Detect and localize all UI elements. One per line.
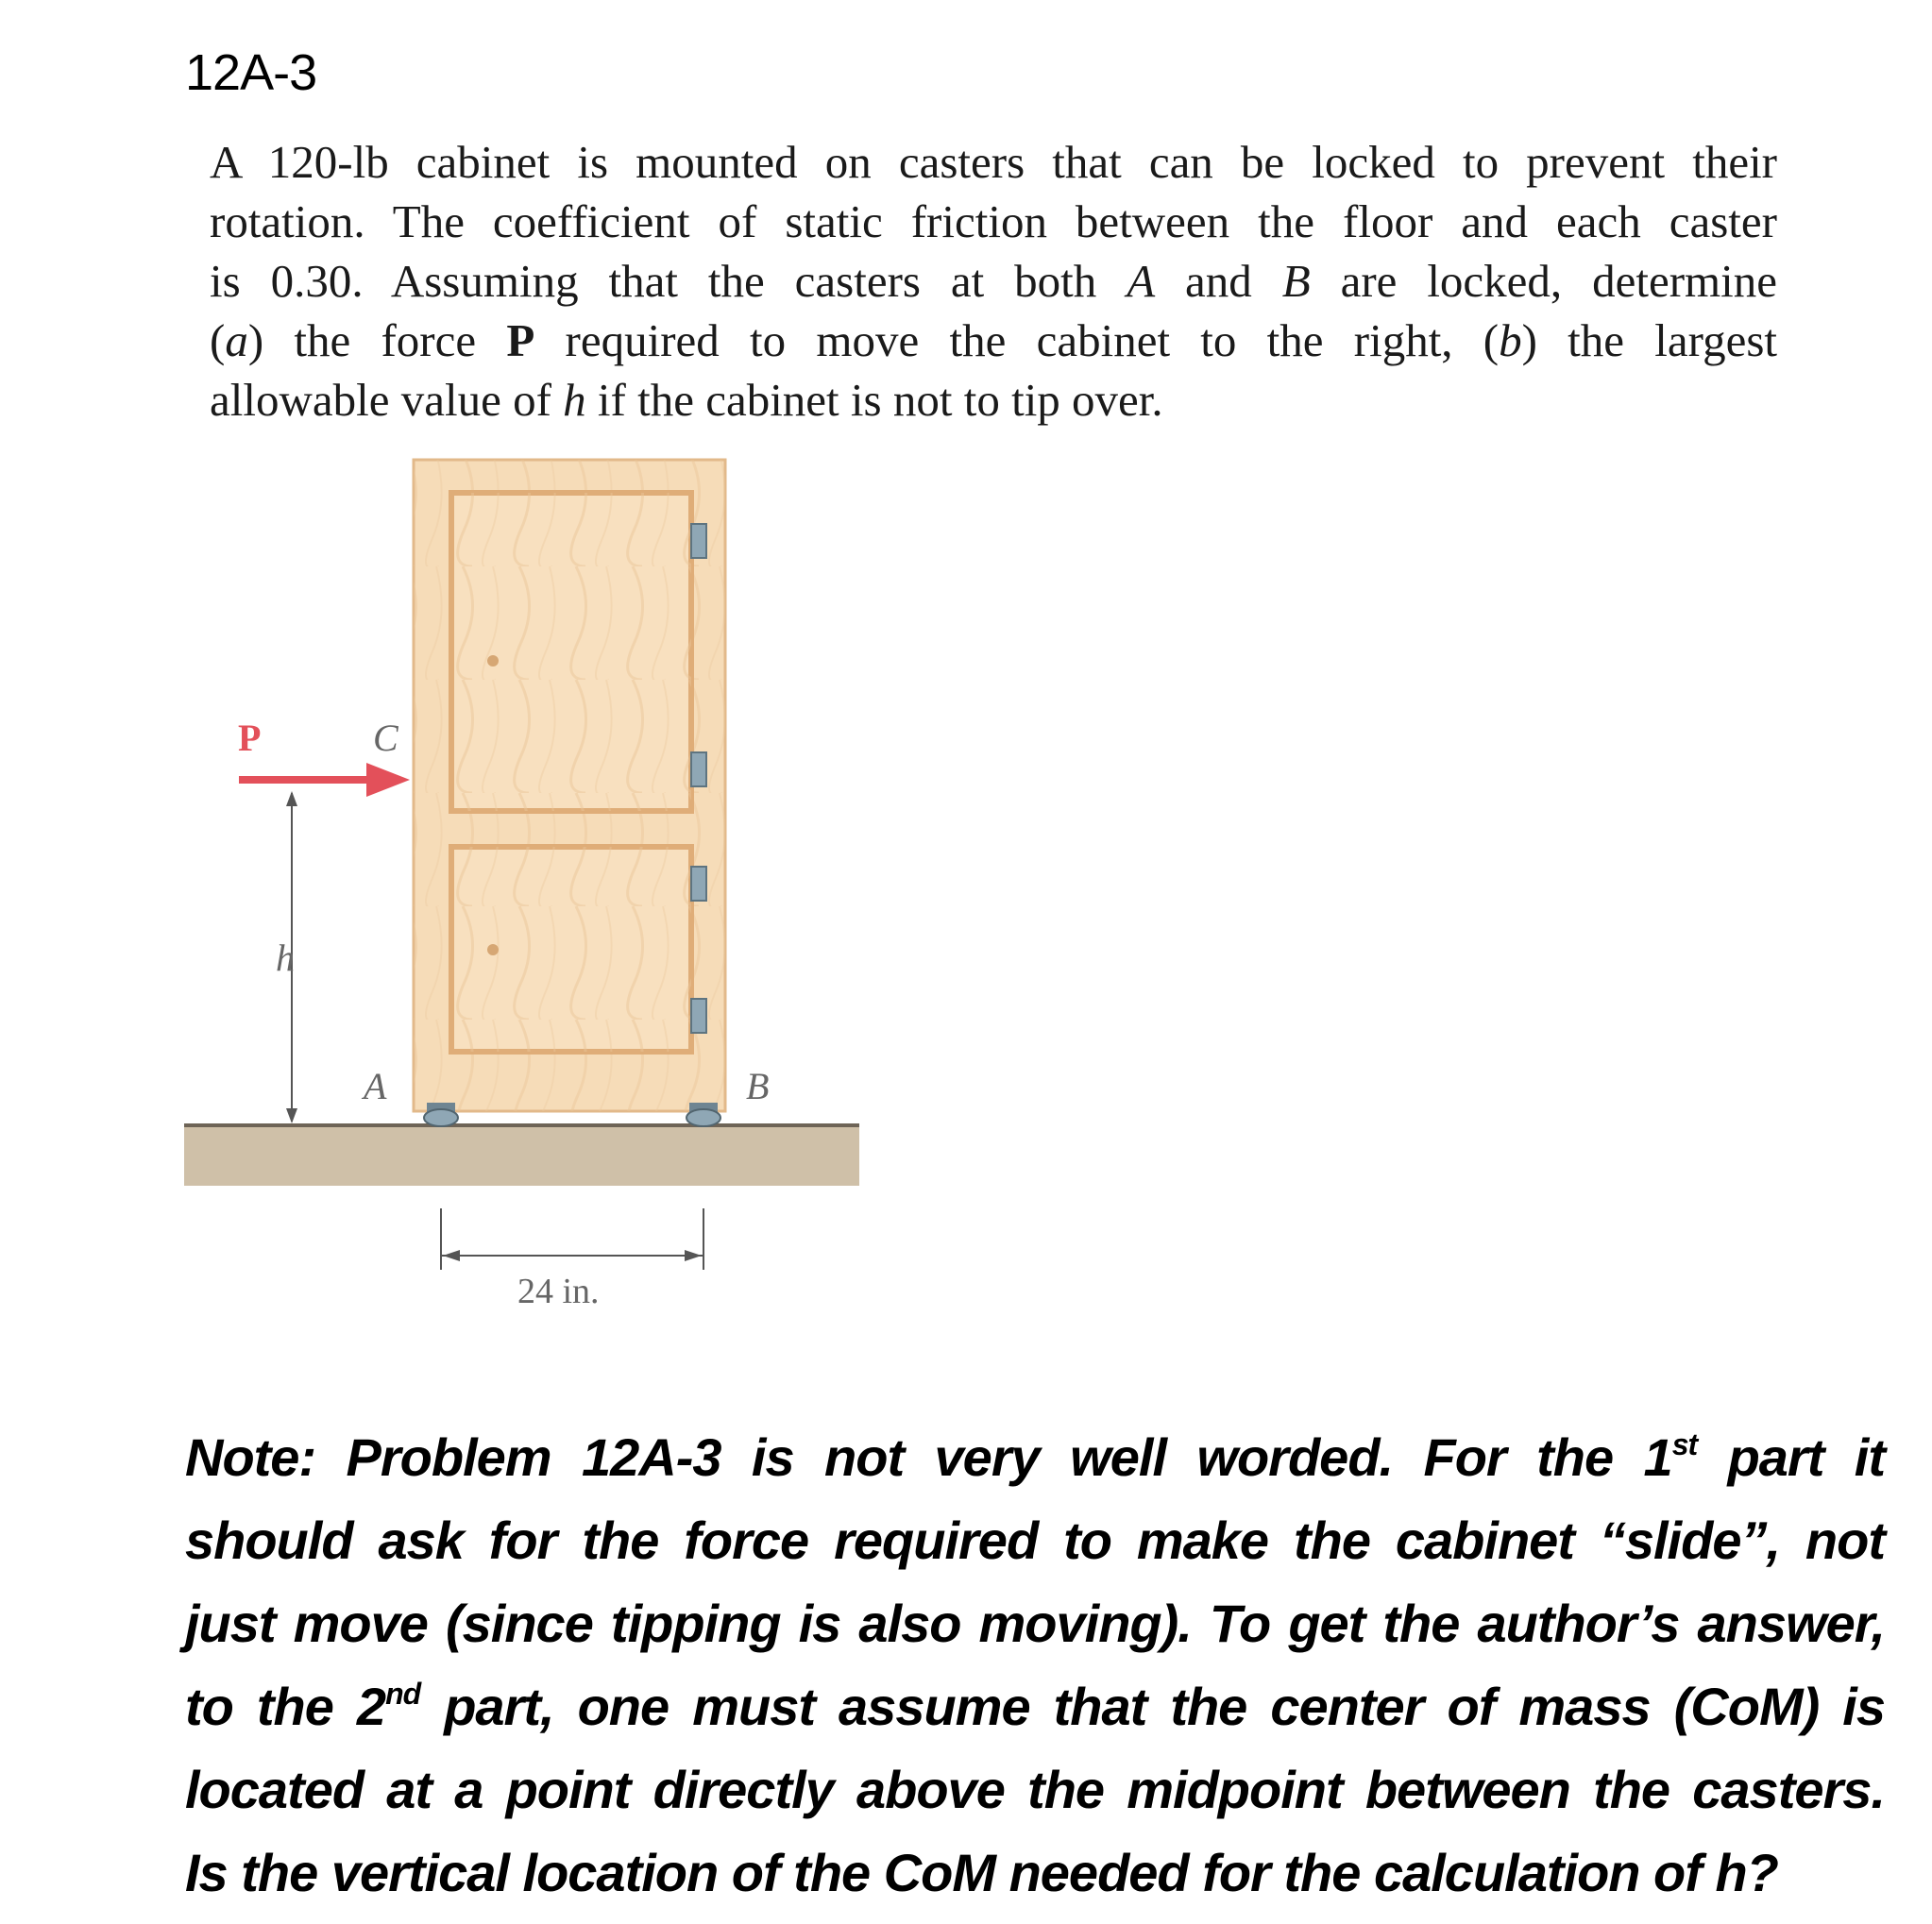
upper-door bbox=[451, 493, 691, 811]
hinge bbox=[691, 999, 706, 1033]
problem-statement bbox=[210, 132, 1777, 430]
problem-number: 12A-3 bbox=[185, 44, 317, 101]
statement-line: is 0.30. Assuming that the casters at both A and B are locked, determine bbox=[210, 255, 1778, 307]
note-line: just move (since tipping is also moving). To get the author’s answer, bbox=[185, 1594, 1885, 1653]
note-line: Is the vertical location of the CoM needed for the calculation of h? bbox=[185, 1843, 1778, 1902]
hinge bbox=[691, 752, 706, 786]
instructor-note bbox=[185, 1416, 1885, 1915]
cabinet bbox=[414, 460, 725, 1111]
hinge bbox=[691, 867, 706, 901]
floor bbox=[184, 1125, 859, 1186]
note-line: should ask for the force required to make the cabinet “slide”, not bbox=[185, 1511, 1885, 1570]
label-p: P bbox=[238, 717, 262, 759]
force-arrow-p bbox=[239, 763, 410, 797]
note-line: located at a point directly above the midpoint between the casters. bbox=[185, 1760, 1885, 1819]
caster-a bbox=[424, 1103, 458, 1126]
statement-line: rotation. The coefficient of static friction between the floor and each caster bbox=[210, 195, 1777, 247]
dimension-label: 24 in. bbox=[517, 1272, 600, 1311]
lower-door bbox=[451, 847, 691, 1052]
statement-line: A 120-lb cabinet is mounted on casters that can be locked to prevent their bbox=[210, 136, 1777, 188]
caster-b bbox=[686, 1103, 720, 1126]
note-line: Note: Problem 12A-3 is not very well worded. For the 1st part it bbox=[185, 1427, 1885, 1487]
label-c: C bbox=[373, 717, 398, 759]
statement-line: (a) the force P required to move the cabinet to the right, (b) the largest bbox=[210, 314, 1778, 366]
note-line: to the 2nd part, one must assume that the center of mass (CoM) is bbox=[185, 1677, 1885, 1736]
width-dimension bbox=[441, 1208, 703, 1270]
statement-line: allowable value of h if the cabinet is not to tip over. bbox=[210, 374, 1163, 426]
hinge bbox=[691, 524, 706, 558]
height-dimension bbox=[286, 791, 297, 1123]
label-b: B bbox=[746, 1065, 770, 1107]
label-h: h bbox=[276, 937, 295, 979]
label-a: A bbox=[364, 1065, 387, 1107]
